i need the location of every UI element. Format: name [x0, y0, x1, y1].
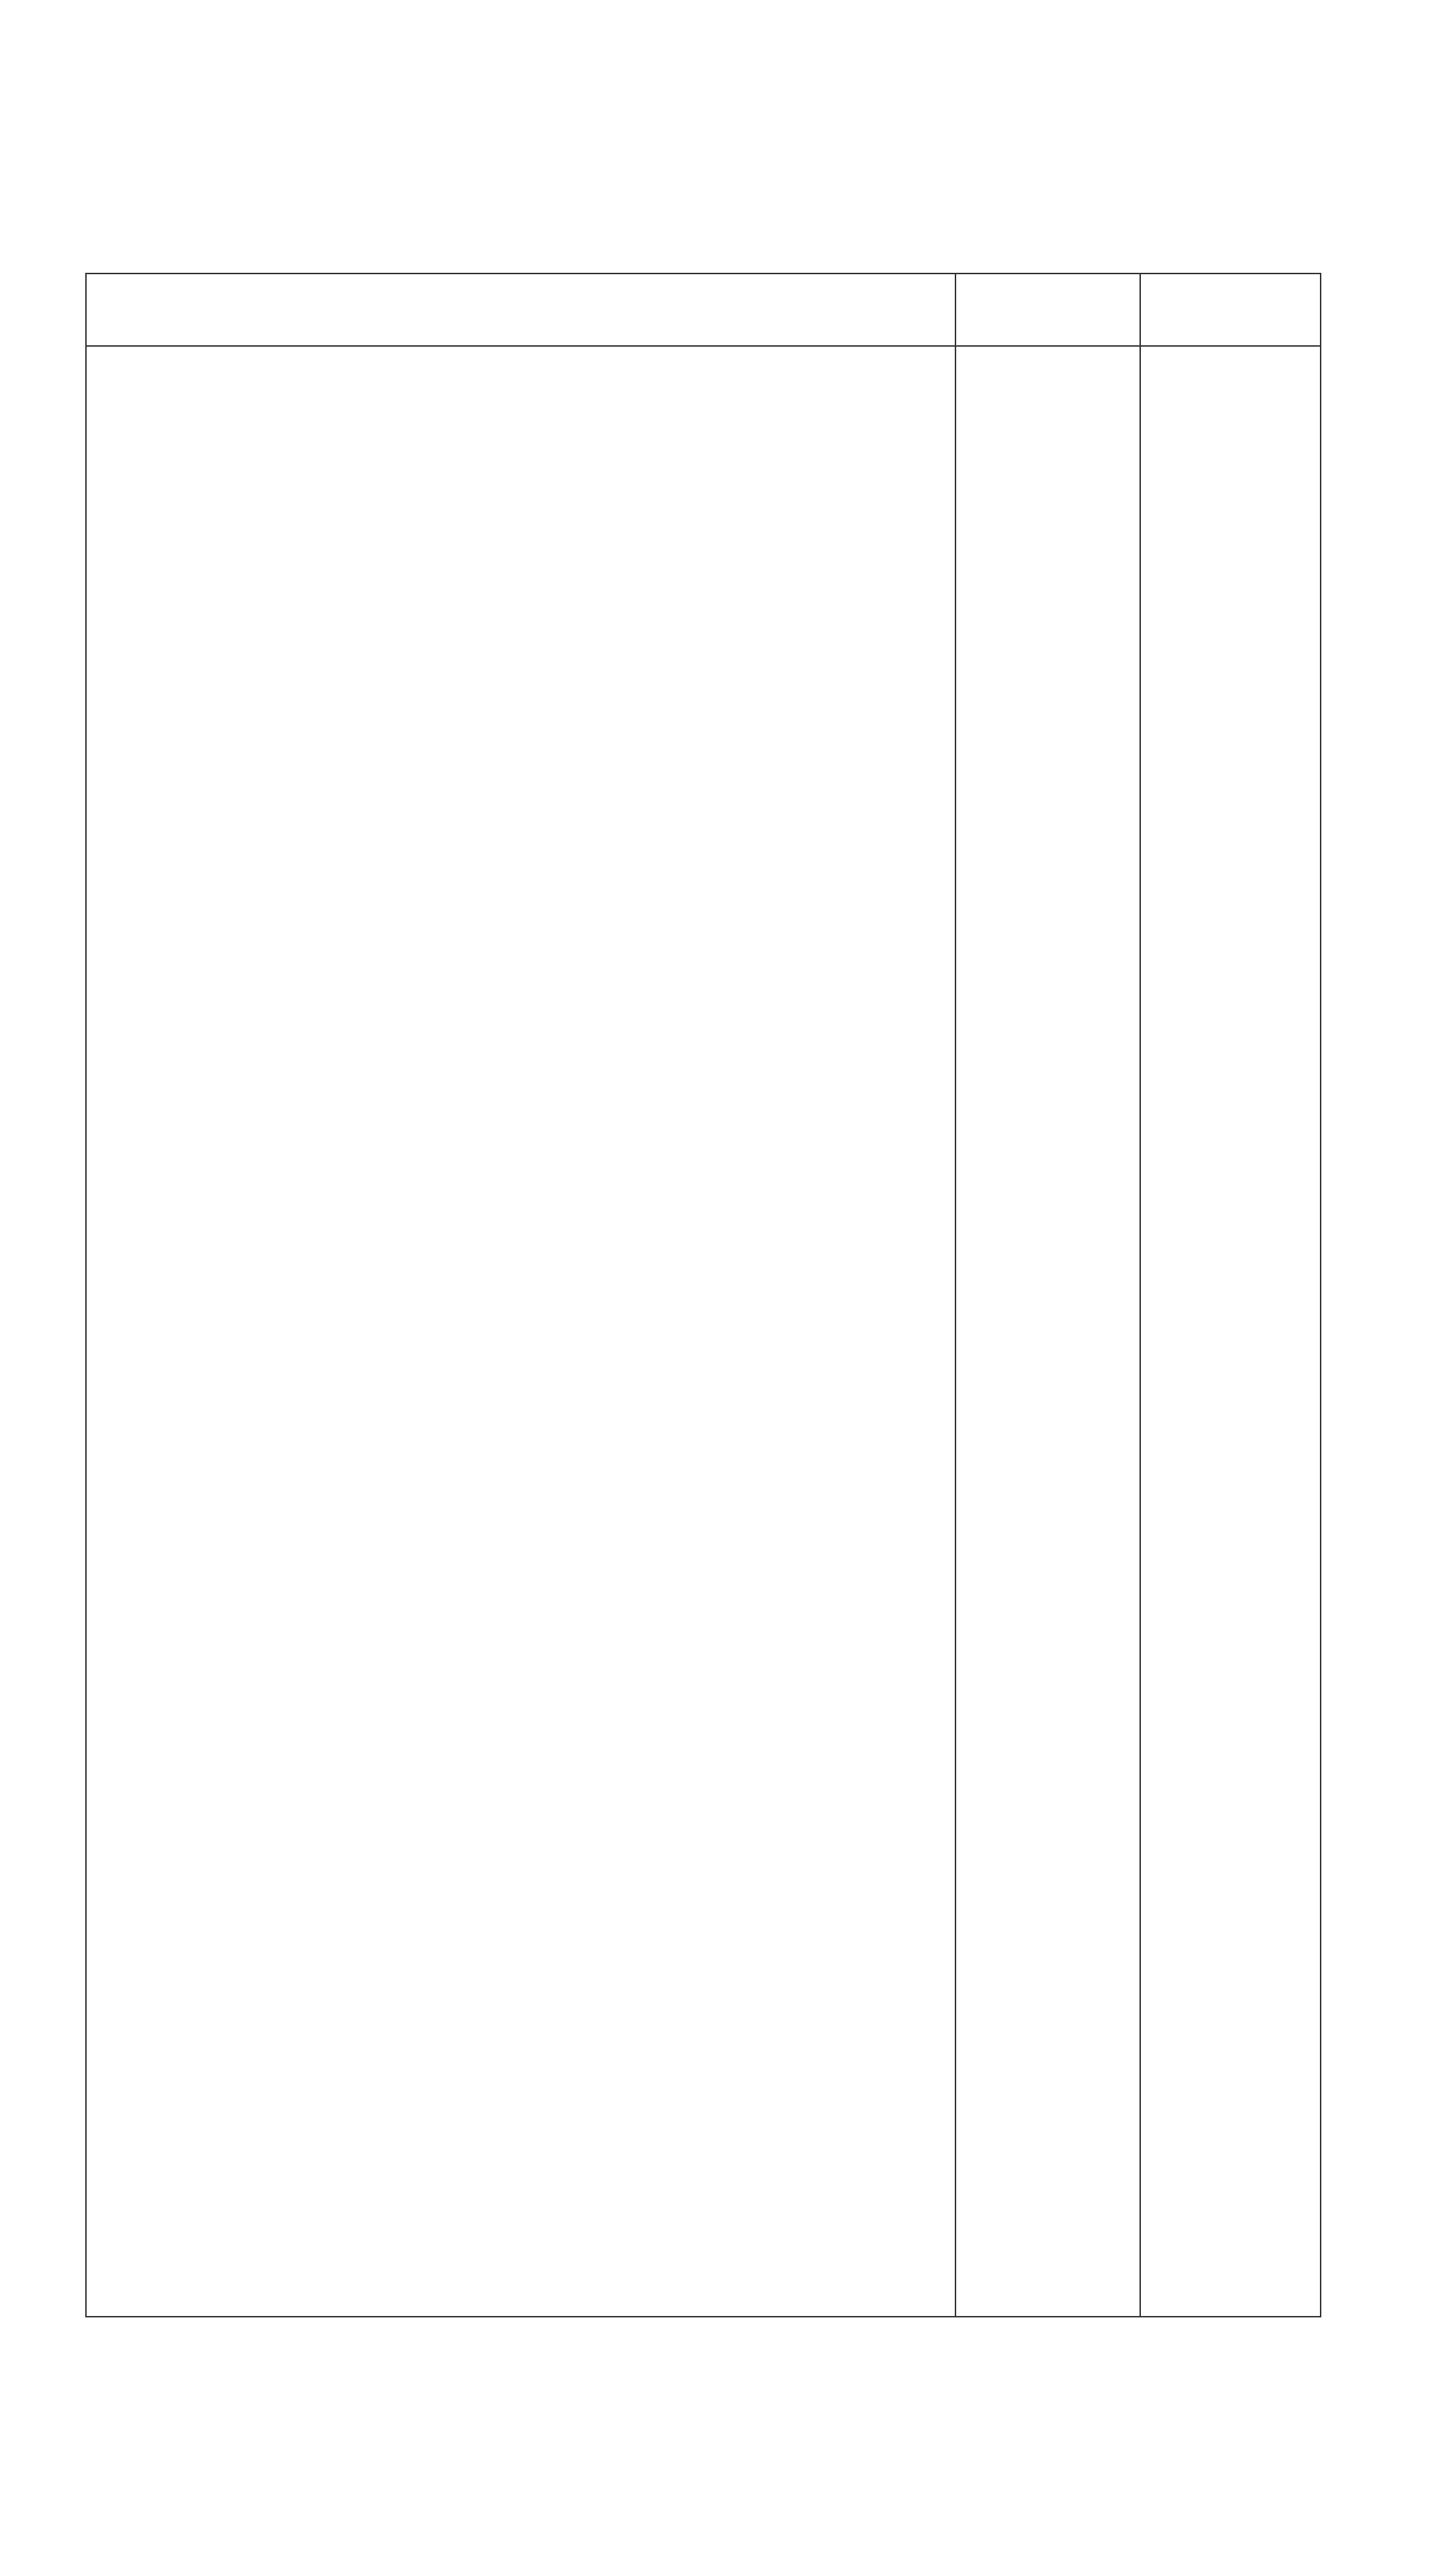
table-bottom-rule [85, 2316, 1321, 2317]
column-divider [1139, 273, 1141, 2317]
column-divider [955, 273, 956, 2317]
header-bottom-rule [85, 345, 1321, 347]
table-left-rule [85, 273, 87, 2317]
table-right-rule [1320, 273, 1321, 2317]
table-top-rule [85, 273, 1321, 274]
